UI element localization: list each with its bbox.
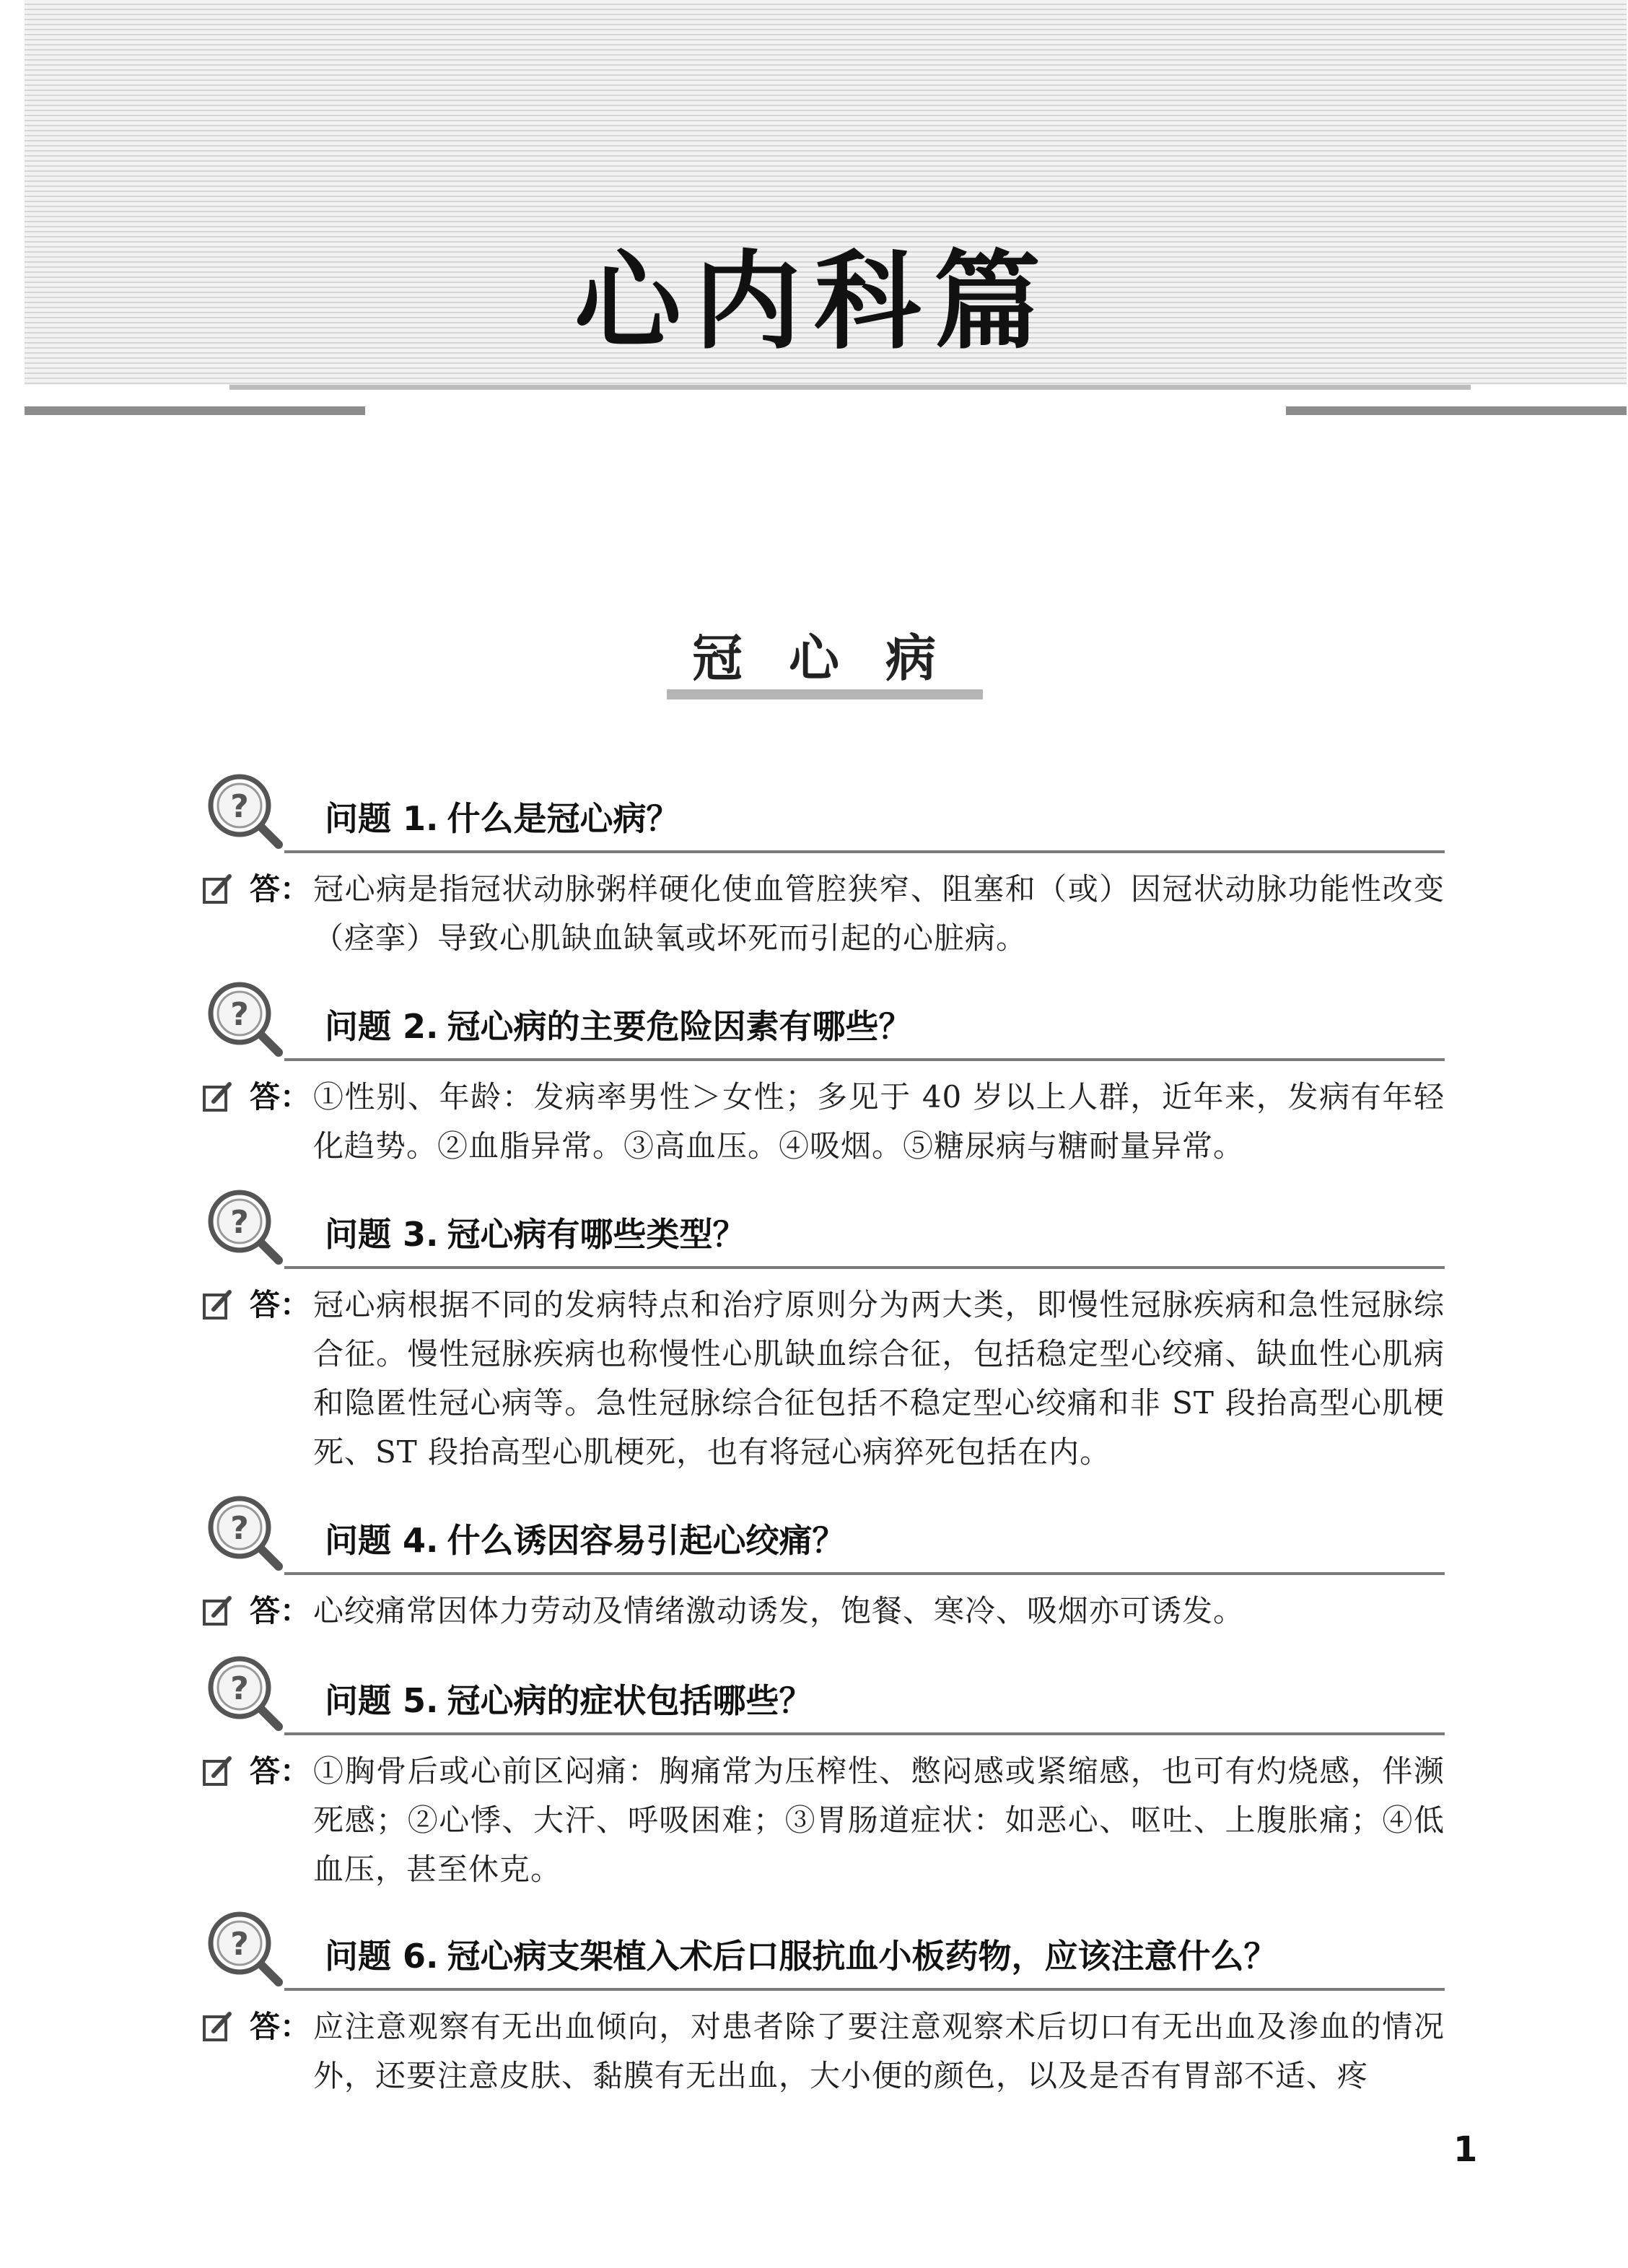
question-magnifier-icon <box>204 1185 289 1270</box>
note-edit-icon <box>202 1289 234 1321</box>
question-text: 什么是冠心病？ <box>447 799 680 838</box>
section-title: 冠心病 <box>692 629 982 688</box>
question-number: 问题 5. <box>325 1681 439 1720</box>
note-edit-icon <box>202 1755 234 1787</box>
question-row <box>325 1929 1277 1979</box>
answer-text: ①性别、年龄：发病率男性＞女性；多见于 40 岁以上人群，近年来，发病有年轻化趋势。②血脂异常。③高血压。④吸烟。⑤糖尿病与糖耐量异常。 <box>313 1079 1445 1164</box>
header-bar-right <box>1286 406 1627 415</box>
answer-text: 冠心病是指冠状动脉粥样硬化使血管腔狭窄、阻塞和（或）因冠状动脉功能性改变（痉挛）导致心肌缺血缺氧或坏死而引起的心脏病。 <box>313 871 1445 956</box>
note-edit-icon <box>202 1081 234 1113</box>
question-number: 问题 4. <box>325 1521 439 1560</box>
question-number: 问题 6. <box>325 1937 439 1976</box>
note-edit-icon <box>202 1595 234 1627</box>
question-underline <box>284 1572 1445 1575</box>
question-number: 问题 2. <box>325 1007 439 1046</box>
question-text: 冠心病的主要危险因素有哪些？ <box>447 1007 912 1046</box>
question-number: 问题 3. <box>325 1215 439 1254</box>
answer-label: 答： <box>250 1593 311 1628</box>
question-underline <box>284 1988 1445 1991</box>
answer-label: 答： <box>250 1287 311 1322</box>
svg-text:?: ? <box>230 996 249 1033</box>
svg-text:?: ? <box>230 1926 249 1963</box>
question-magnifier-icon <box>204 977 289 1063</box>
question-row <box>325 791 680 842</box>
note-edit-icon <box>202 2011 234 2043</box>
section-underline <box>667 689 983 699</box>
question-magnifier-icon <box>204 769 289 855</box>
answer-text: ①胸骨后或心前区闷痛：胸痛常为压榨性、憋闷感或紧缩感，也可有灼烧感，伴濒死感；②心悸、大汗、呼吸困难；③胃肠道症状：如恶心、呕吐、上腹胀痛；④低血压，甚至休克。 <box>313 1753 1445 1887</box>
question-text: 什么诱因容易引起心绞痛？ <box>447 1521 846 1560</box>
answer-label: 答： <box>250 2009 311 2044</box>
svg-text:?: ? <box>230 1670 249 1707</box>
answer-text: 冠心病根据不同的发病特点和治疗原则分为两大类，即慢性冠脉疾病和急性冠脉综合征。慢性冠脉疾病也称慢性心肌缺血综合征，包括稳定型心绞痛、缺血性心肌病和隐匿性冠心病等。急性冠脉综合征包括不稳定型心绞痛和非 ST 段抬高型心肌梗死、ST 段抬高型心肌梗死，也有将冠心病猝死包括在内。 <box>313 1287 1445 1470</box>
page-number: 1 <box>1453 2129 1478 2170</box>
question-row <box>325 1673 813 1724</box>
question-text: 冠心病有哪些类型？ <box>447 1215 746 1254</box>
svg-text:?: ? <box>230 1204 249 1241</box>
question-magnifier-icon <box>204 1652 289 1737</box>
question-underline <box>284 1266 1445 1269</box>
answer-label: 答： <box>250 1753 311 1789</box>
header-divider <box>229 385 1471 390</box>
svg-text:?: ? <box>230 788 249 825</box>
answer-text: 应注意观察有无出血倾向，对患者除了要注意观察术后切口有无出血及渗血的情况外，还要注意皮肤、黏膜有无出血，大小便的颜色，以及是否有胃部不适、疼 <box>313 2009 1445 2093</box>
answer-label: 答： <box>250 871 311 907</box>
answer-text: 心绞痛常因体力劳动及情绪激动诱发，饱餐、寒冷、吸烟亦可诱发。 <box>313 1593 1245 1628</box>
question-underline <box>284 1058 1445 1061</box>
question-underline <box>284 1732 1445 1735</box>
question-underline <box>284 850 1445 853</box>
question-row <box>325 1513 846 1563</box>
svg-text:?: ? <box>230 1510 249 1547</box>
question-text: 冠心病的症状包括哪些？ <box>447 1681 813 1720</box>
chapter-title: 心内科篇 <box>574 240 1054 364</box>
note-edit-icon <box>202 873 234 905</box>
question-row <box>325 1207 746 1257</box>
question-number: 问题 1. <box>325 799 439 838</box>
question-magnifier-icon <box>204 1491 289 1576</box>
question-magnifier-icon <box>204 1907 289 1992</box>
header-bar-left <box>25 406 365 415</box>
question-text: 冠心病支架植入术后口服抗血小板药物，应该注意什么？ <box>447 1937 1277 1976</box>
question-row <box>325 999 912 1050</box>
answer-label: 答： <box>250 1079 311 1115</box>
